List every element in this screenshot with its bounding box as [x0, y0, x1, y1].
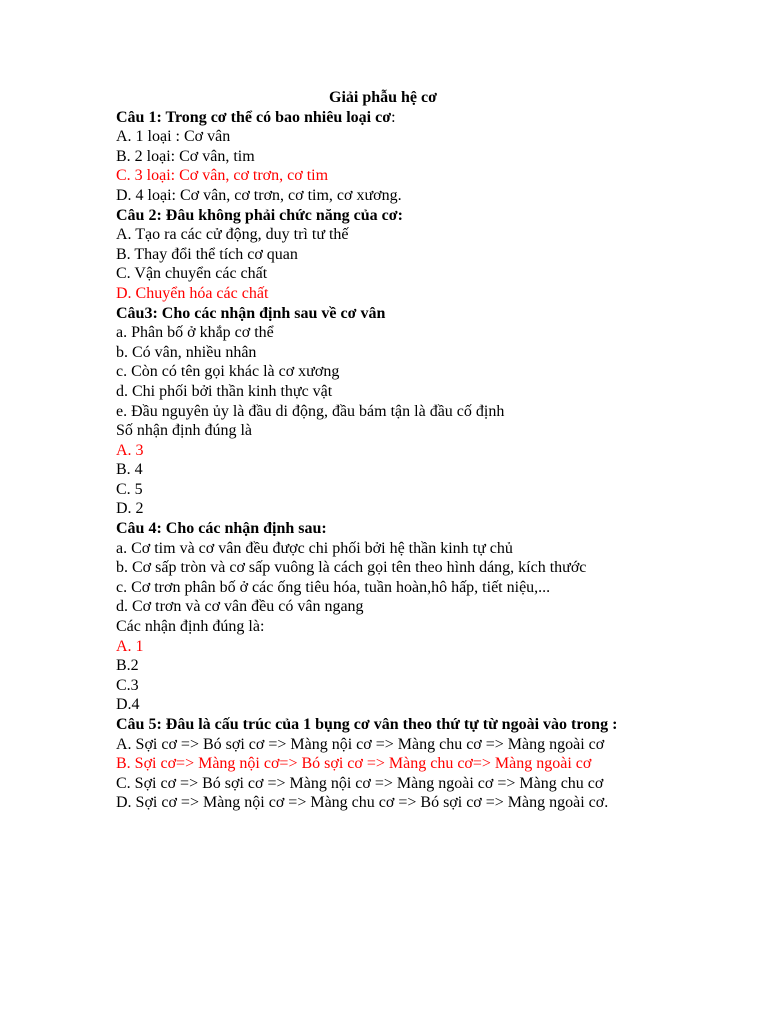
question-4-option-d: D.4: [116, 696, 140, 714]
question-5-heading: Câu 5: Đâu là cấu trúc của 1 bụng cơ vân theo thứ tự từ ngoài vào trong :: [116, 716, 618, 733]
question-4-option-b: B.2: [116, 657, 139, 675]
question-3-prompt: Số nhận định đúng là: [116, 422, 252, 440]
question-1-heading: [116, 108, 650, 128]
question-3-statement-e: e. Đầu nguyên ủy là đầu di động, đầu bám tận là đầu cố định: [116, 402, 505, 420]
question-3-statement-b: b. Có vân, nhiều nhân: [116, 343, 257, 361]
question-3-heading: Câu3: Cho các nhận định sau về cơ vân: [116, 304, 386, 322]
question-3-statement-d: d. Chi phối bởi thần kinh thực vật: [116, 382, 333, 400]
question-4-option-a-correct: A. 1: [116, 637, 144, 655]
document-page: [116, 88, 650, 813]
question-3-option-a-correct: A. 3: [116, 441, 144, 459]
question-5-option-b-correct: B. Sợi cơ=> Màng nội cơ=> Bó sợi cơ => Màng chu cơ=> Màng ngoài cơ: [116, 755, 592, 773]
question-1-heading-text: Câu 1: Trong cơ thể có bao nhiêu loại cơ: [116, 108, 392, 126]
question-4-statement-a: a. Cơ tim và cơ vân đều được chi phối bởi hệ thần kinh tự chủ: [116, 539, 513, 557]
question-1-option-a: A. 1 loại : Cơ vân: [116, 128, 231, 146]
question-2-option-a: A. Tạo ra các cử động, duy trì tư thế: [116, 226, 349, 244]
question-4-statement-d: d. Cơ trơn và cơ vân đều có vân ngang: [116, 598, 364, 616]
question-5-option-d: D. Sợi cơ => Màng nội cơ => Màng chu cơ => Bó sợi cơ => Màng ngoài cơ.: [116, 794, 609, 812]
page-title: Giải phẫu hệ cơ: [329, 89, 437, 106]
question-2-heading: Câu 2: Đâu không phải chức năng của cơ:: [116, 206, 403, 224]
question-2-option-b: B. Thay đổi thể tích cơ quan: [116, 245, 298, 263]
question-2-option-c: C. Vận chuyển các chất: [116, 265, 268, 283]
question-1-heading-colon: :: [391, 108, 396, 126]
question-4-heading: Câu 4: Cho các nhận định sau:: [116, 520, 327, 538]
question-4-option-c: C.3: [116, 676, 139, 694]
question-1-option-b: B. 2 loại: Cơ vân, tim: [116, 147, 255, 165]
question-4-statement-b: b. Cơ sấp tròn và cơ sấp vuông là cách gọi tên theo hình dáng, kích thước: [116, 559, 587, 577]
question-3-statement-a: a. Phân bố ở khắp cơ thể: [116, 324, 274, 342]
question-3-option-c: C. 5: [116, 480, 143, 498]
question-3-statement-c: c. Còn có tên gọi khác là cơ xương: [116, 363, 340, 381]
question-2-option-d-correct: D. Chuyển hóa các chất: [116, 284, 269, 302]
question-3-option-b: B. 4: [116, 461, 143, 479]
question-5-option-c: C. Sợi cơ => Bó sợi cơ => Màng nội cơ => Màng ngoài cơ => Màng chu cơ: [116, 774, 604, 792]
question-4-statement-c: c. Cơ trơn phân bố ở các ống tiêu hóa, tuần hoàn,hô hấp, tiết niệu,...: [116, 578, 551, 596]
question-5-option-a: A. Sợi cơ => Bó sợi cơ => Màng nội cơ => Màng chu cơ => Màng ngoài cơ: [116, 735, 605, 753]
question-1-option-c-correct: C. 3 loại: Cơ vân, cơ trơn, cơ tim: [116, 167, 329, 185]
question-1-option-d: D. 4 loại: Cơ vân, cơ trơn, cơ tim, cơ xương.: [116, 186, 402, 204]
question-3-option-d: D. 2: [116, 500, 144, 518]
question-4-prompt: Các nhận định đúng là:: [116, 618, 265, 636]
